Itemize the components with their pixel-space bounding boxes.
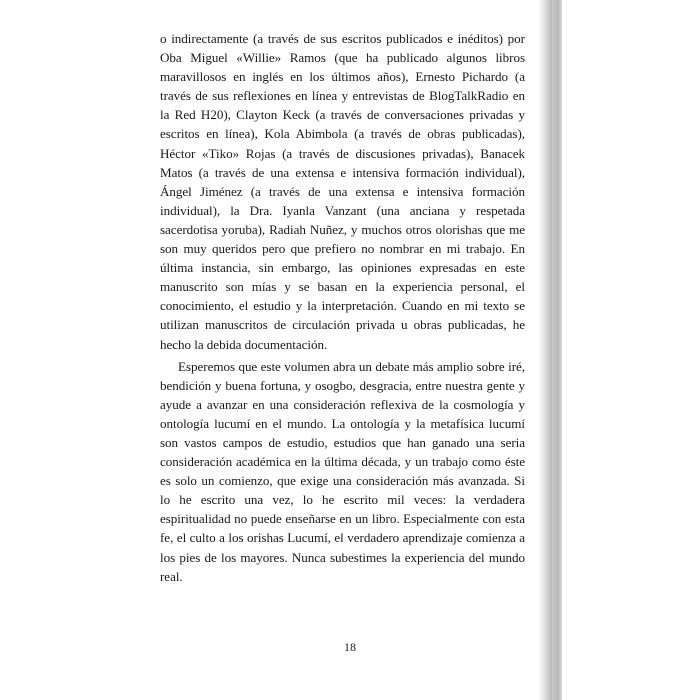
body-text [160, 29, 525, 586]
page-edge [552, 0, 562, 700]
page-number: 18 [344, 640, 356, 654]
page-gutter-shadow [538, 0, 552, 700]
paragraph: Esperemos que este volumen abra un debate más amplio sobre iré, bendición y buena fortuna, y osogbo, desgracia, entre nuestra gente y ayude a avanzar en una consideración reflexiva de la cosmología y ontología lucumí en el mundo. La ontología y la metafísica lucumí son vastos campos de estudio, estudios que han ganado una seria consideración académica en la última década, y un trabajo como éste es solo un comienzo, que exige una consideración más avanzada. Si lo he escrito una vez, lo he escrito mil veces: la verdadera espiritualidad no puede enseñarse en un libro. Especialmente con esta fe, el culto a los orishas Lucumí, el verdadero aprendizaje comienza a los pies de los mayores. Nunca subestimes la experiencia del mundo real. [160, 358, 525, 584]
scan-margin [562, 0, 700, 700]
paragraph: o indirectamente (a través de sus escritos publicados e inéditos) por Oba Miguel «Willie» Ramos (que ha publicado algunos libros maravillosos en inglés en los últimos años), Ernesto Pichardo (a través de sus reflexiones en línea y entrevistas de BlogTalkRadio en la Red H20), Clayton Keck (a través de conversaciones privadas y escritos en línea), Kola Abimbola (a través de obras publicadas), Héctor «Tiko» Rojas (a través de discusiones privadas), Banacek Matos (a través de una extensa e intensiva formación individual), Ángel Jiménez (a través de una extensa e intensiva formación individual), la Dra. Iyanla Vanzant (una anciana y respetada sacerdotisa yoruba), Radiah Nuñez, y muchos otros olorishas que me son muy queridos pero que prefiero no nombrar en mi trabajo. En última instancia, sin embargo, las opiniones expresadas en este manuscrito son mías y se basan en la experiencia personal, el conocimiento, el estudio y la interpretación. Cuando en mi texto se utilizan manuscritos de circulación privada u obras publicadas, he hecho la debida documentación. [160, 31, 525, 352]
